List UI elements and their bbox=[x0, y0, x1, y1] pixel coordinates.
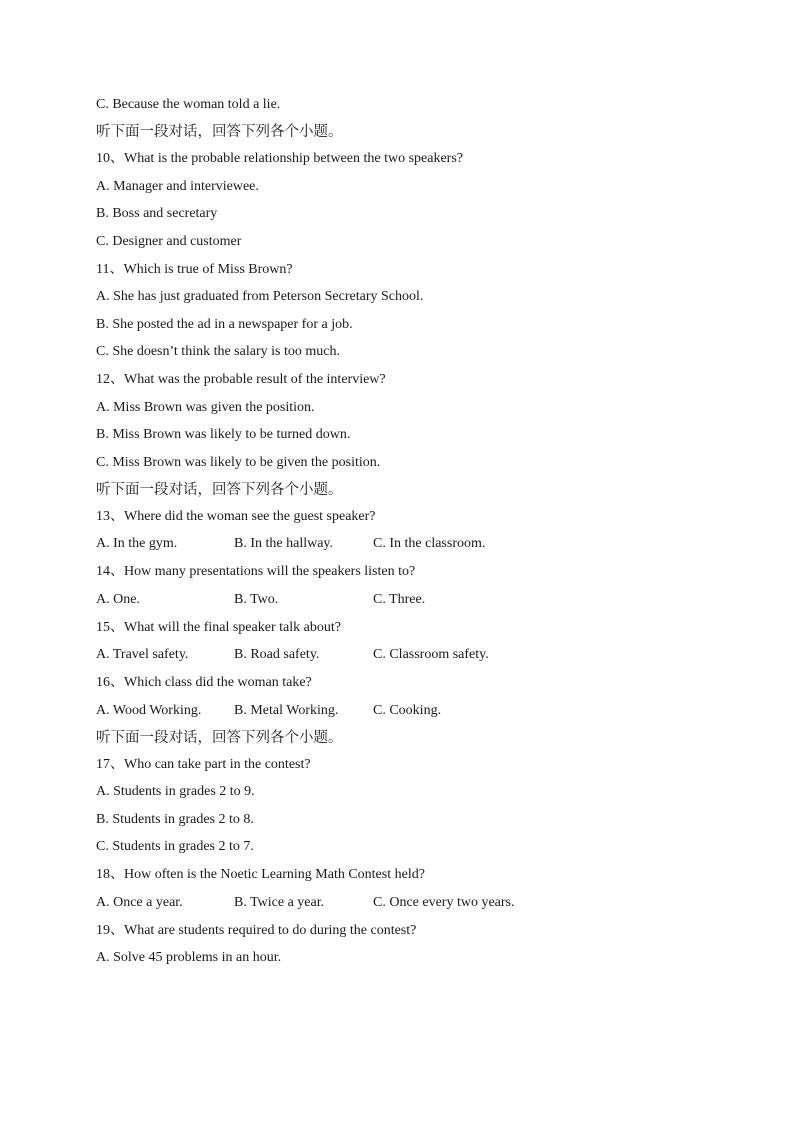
answer-option: A. Wood Working. bbox=[96, 702, 202, 718]
question-text: 18、How often is the Noetic Learning Math Contest held? bbox=[96, 867, 425, 882]
answer-option: B. Boss and secretary bbox=[96, 206, 218, 221]
answer-option: C. Because the woman told a lie. bbox=[96, 97, 281, 112]
question-text: 10、What is the probable relationship between the two speakers? bbox=[96, 151, 463, 166]
answer-option: C. In the classroom. bbox=[373, 536, 486, 551]
answer-options-row bbox=[96, 702, 736, 720]
answer-options-row bbox=[96, 591, 736, 609]
answer-option: A. One. bbox=[96, 591, 140, 607]
answer-option: C. Once every two years. bbox=[373, 894, 515, 910]
question-text: 14、How many presentations will the speakers listen to? bbox=[96, 564, 416, 579]
answer-option: B. In the hallway. bbox=[234, 536, 334, 551]
answer-option: A. Once a year. bbox=[96, 894, 183, 910]
answer-option: A. In the gym. bbox=[96, 536, 178, 551]
answer-option: C. Three. bbox=[373, 591, 426, 607]
answer-option: A. Travel safety. bbox=[96, 647, 189, 662]
answer-option: C. Classroom safety. bbox=[373, 647, 489, 662]
answer-option: B. Miss Brown was likely to be turned down. bbox=[96, 427, 351, 442]
question-text: 19、What are students required to do during the contest? bbox=[96, 922, 417, 938]
answer-options-row bbox=[96, 894, 736, 912]
answer-option: B. She posted the ad in a newspaper for a job. bbox=[96, 316, 353, 332]
question-text: 12、What was the probable result of the interview? bbox=[96, 372, 386, 387]
exam-page bbox=[96, 96, 736, 967]
answer-option: B. Metal Working. bbox=[234, 702, 339, 718]
answer-option: C. Students in grades 2 to 7. bbox=[96, 839, 254, 854]
answer-option: C. Designer and customer bbox=[96, 233, 242, 249]
answer-option: B. Road safety. bbox=[234, 647, 320, 662]
question-text: 17、Who can take part in the contest? bbox=[96, 756, 311, 772]
answer-option: B. Students in grades 2 to 8. bbox=[96, 811, 254, 827]
answer-option: B. Two. bbox=[234, 591, 279, 607]
answer-option: A. Solve 45 problems in an hour. bbox=[96, 950, 282, 965]
answer-option: C. Miss Brown was likely to be given the position. bbox=[96, 454, 381, 470]
answer-option: B. Twice a year. bbox=[234, 894, 325, 910]
answer-options-row bbox=[96, 535, 736, 553]
question-text: 15、What will the final speaker talk about? bbox=[96, 619, 341, 635]
answer-options-row bbox=[96, 646, 736, 664]
answer-option: A. Miss Brown was given the position. bbox=[96, 399, 315, 415]
answer-option: A. Manager and interviewee. bbox=[96, 178, 259, 194]
question-text: 11、Which is true of Miss Brown? bbox=[96, 261, 293, 277]
answer-option: C. She doesn’t think the salary is too much. bbox=[96, 344, 340, 359]
answer-option: A. Students in grades 2 to 9. bbox=[96, 784, 255, 799]
section-instruction: 听下面一段对话，回答下列各个小题。 bbox=[96, 124, 343, 140]
question-text: 16、Which class did the woman take? bbox=[96, 675, 312, 690]
section-instruction: 听下面一段对话，回答下列各个小题。 bbox=[96, 481, 343, 498]
answer-option: C. Cooking. bbox=[373, 702, 442, 718]
section-instruction: 听下面一段对话，回答下列各个小题。 bbox=[96, 729, 343, 746]
question-text: 13、Where did the woman see the guest speaker? bbox=[96, 508, 376, 524]
answer-option: A. She has just graduated from Peterson Secretary School. bbox=[96, 289, 424, 304]
